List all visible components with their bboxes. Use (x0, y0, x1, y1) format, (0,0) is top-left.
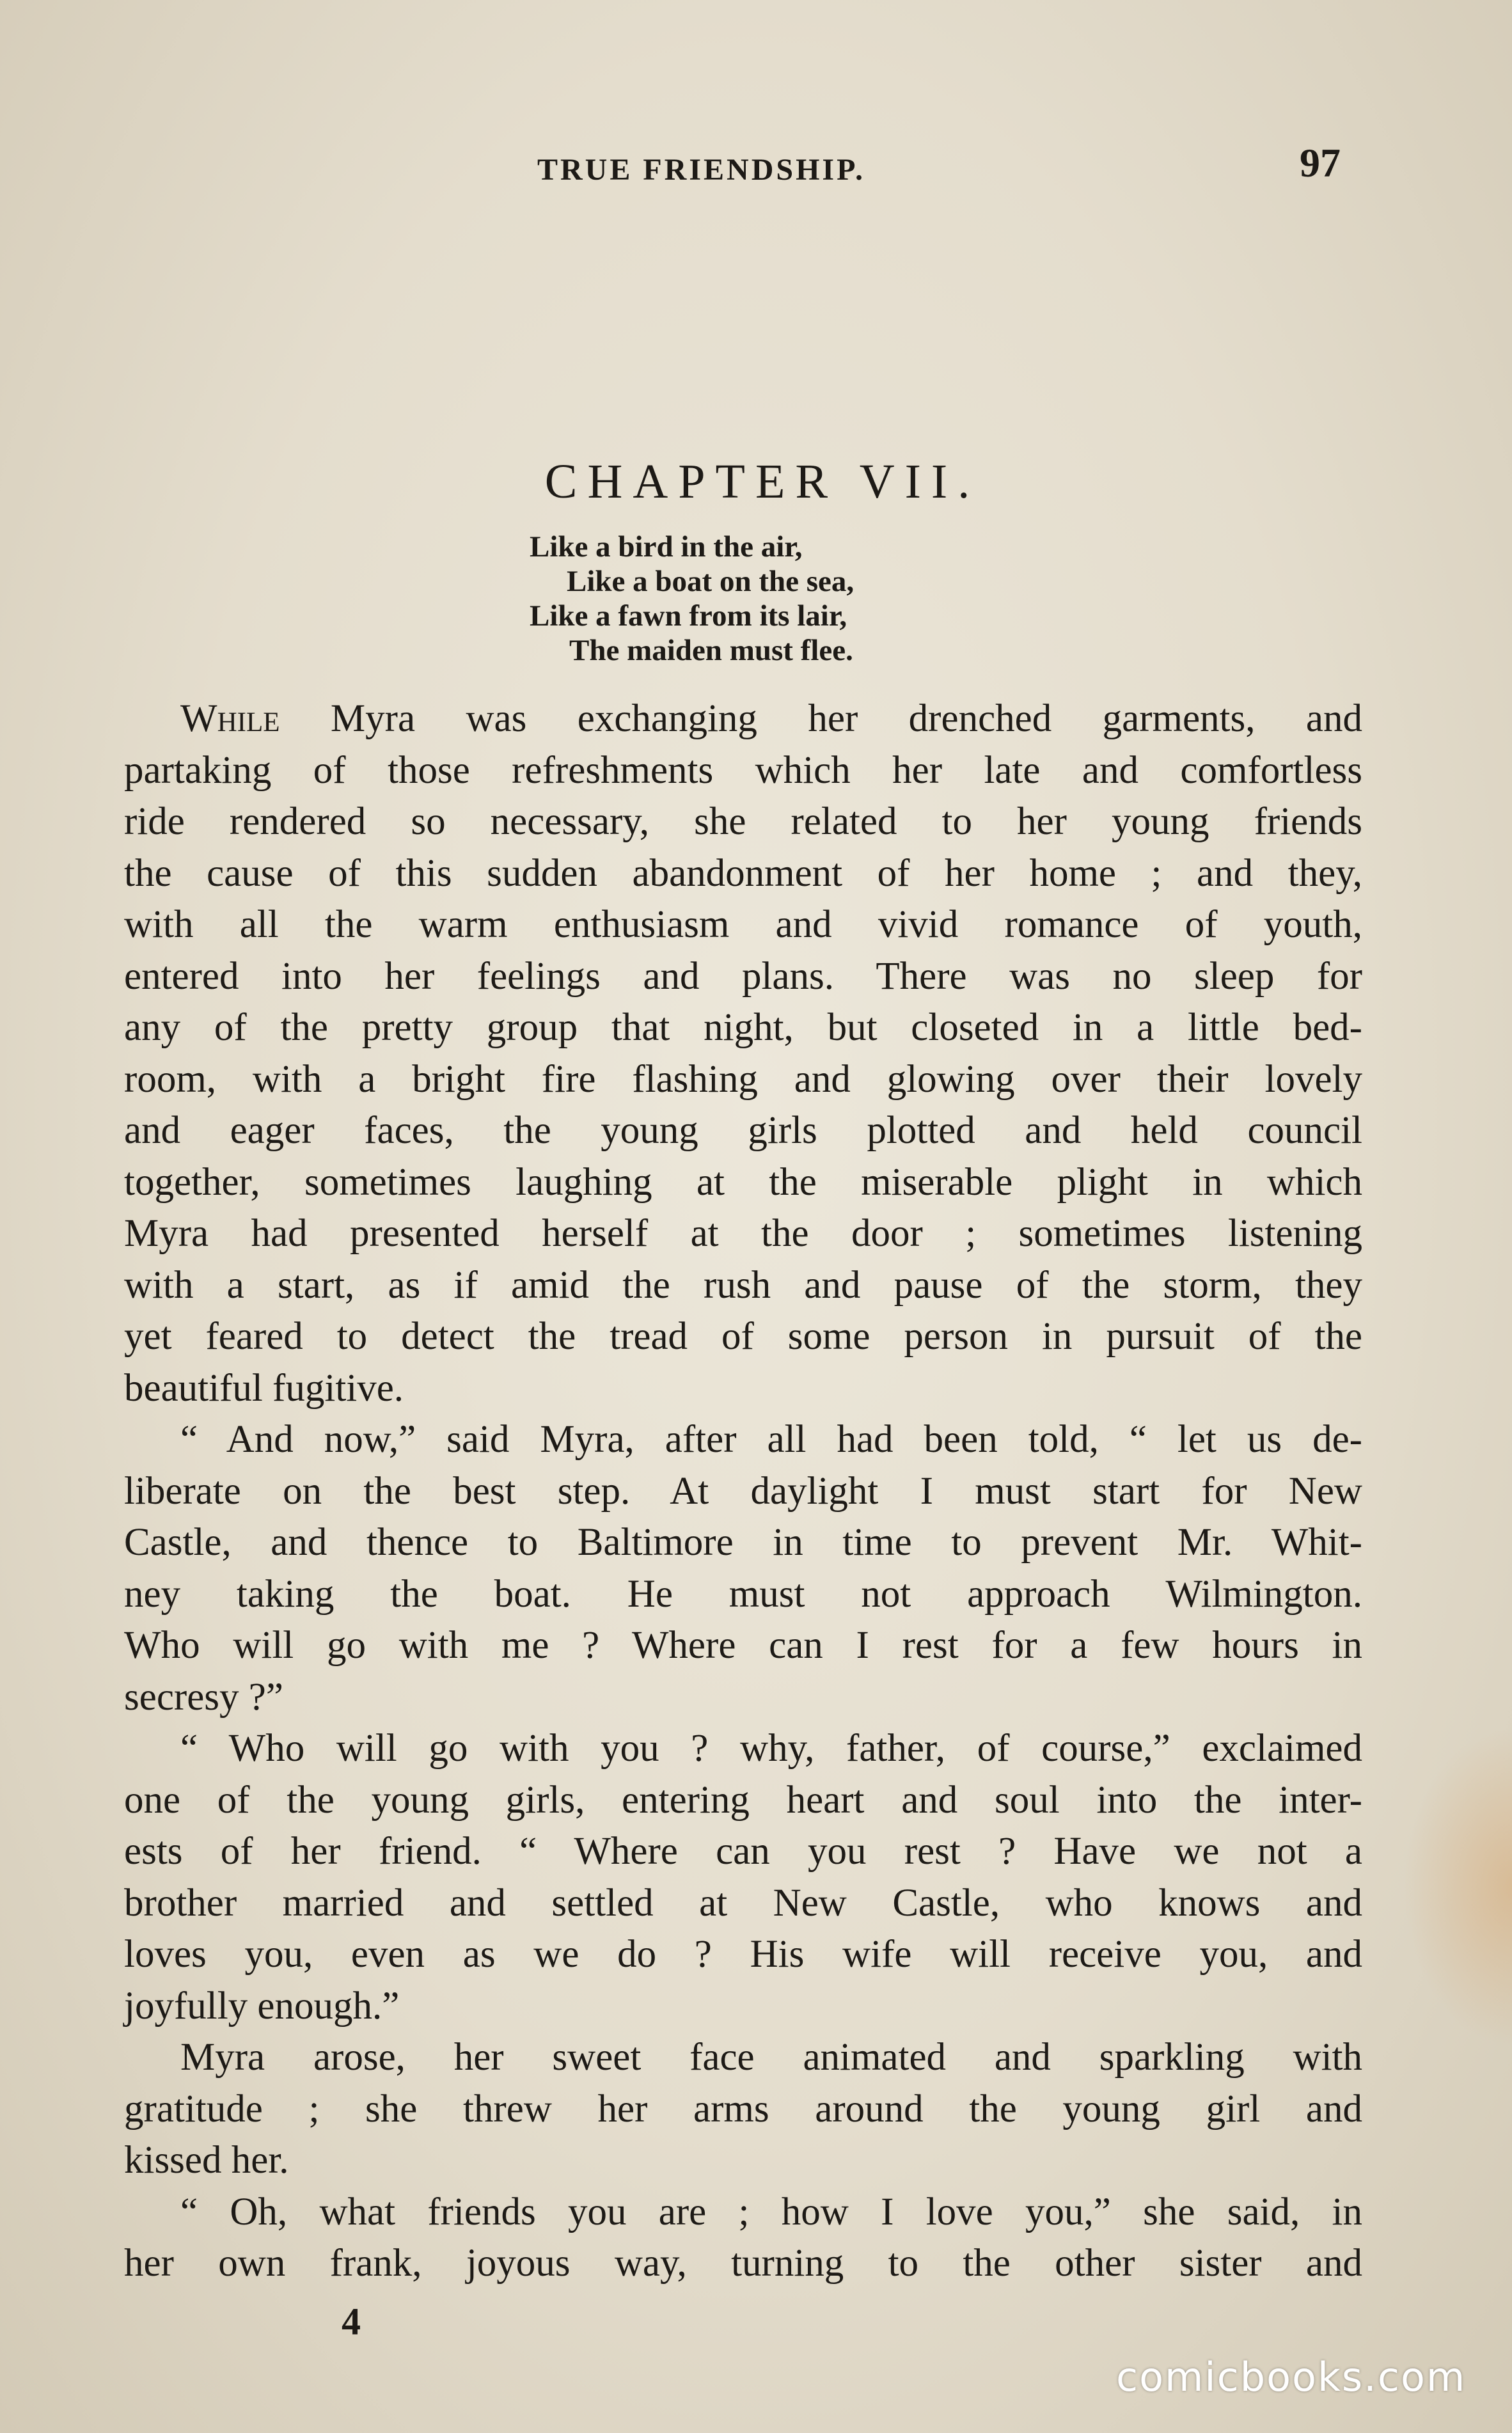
text-line (124, 693, 1362, 745)
text-line: Myra had presented herself at the door ; sometimes listening (124, 1212, 1362, 1255)
text-line: room, with a bright fire flashing and glowing over their lovely (124, 1057, 1362, 1101)
text-line: kissed her. (124, 2139, 289, 2182)
text-line: her own frank, joyous way, turning to the other sister and (124, 2242, 1362, 2285)
text-line: ride rendered so necessary, she related to her young friends (124, 800, 1362, 843)
text-line: gratitude ; she threw her arms around the young girl and (124, 2087, 1362, 2130)
text-line: “ Oh, what friends you are ; how I love you,” she said, in (180, 2190, 1362, 2233)
signature-mark: 4 (342, 2301, 361, 2343)
text-line: loves you, even as we do ? His wife will receive you, and (124, 1933, 1362, 1976)
text-line: “ And now,” said Myra, after all had been told, “ let us de- (180, 1418, 1362, 1461)
text-line: Myra arose, her sweet face animated and sparkling with (180, 2036, 1362, 2079)
epigraph-line: The maiden must flee. (569, 634, 853, 667)
text-line: one of the young girls, entering heart and soul into the inter- (124, 1778, 1362, 1822)
epigraph-line: Like a bird in the air, (530, 530, 803, 563)
text-line: ests of her friend. “ Where can you rest ? Have we not a (124, 1830, 1362, 1873)
chapter-title: CHAPTER VII. (544, 455, 980, 508)
text-line: with a start, as if amid the rush and pause of the storm, they (124, 1263, 1362, 1307)
text-line: secresy ?” (124, 1675, 283, 1719)
text-line: beautiful fugitive. (124, 1366, 404, 1410)
body-text (124, 693, 1362, 2290)
text-line: ney taking the boat. He must not approach Wilmington. (124, 1572, 1362, 1616)
epigraph-line: Like a boat on the sea, (567, 565, 854, 598)
running-header: TRUE FRIENDSHIP. (537, 153, 865, 187)
text-line-rest: Myra was exchanging her drenched garments, and (280, 697, 1362, 740)
text-line: joyfully enough.” (124, 1984, 400, 2028)
text-line: any of the pretty group that night, but closeted in a little bed- (124, 1006, 1362, 1049)
text-line: and eager faces, the young girls plotted and held council (124, 1109, 1362, 1152)
text-line: yet feared to detect the tread of some person in pursuit of the (124, 1315, 1362, 1358)
epigraph (530, 530, 854, 668)
text-line: entered into her feelings and plans. There was no sleep for (124, 954, 1362, 998)
text-line: with all the warm enthusiasm and vivid romance of youth, (124, 903, 1362, 946)
text-line: partaking of those refreshments which her late and comfortless (124, 748, 1362, 792)
text-line: Castle, and thence to Baltimore in time to prevent Mr. Whit- (124, 1521, 1362, 1564)
lead-word: While (180, 697, 280, 740)
text-line: the cause of this sudden abandonment of her home ; and they, (124, 851, 1362, 895)
text-line: liberate on the best step. At daylight I must start for New (124, 1469, 1362, 1513)
watermark: comicbooks.com (1116, 2354, 1467, 2400)
text-line: brother married and settled at New Castle, who knows and (124, 1881, 1362, 1925)
text-line: “ Who will go with you ? why, father, of course,” exclaimed (180, 1727, 1362, 1770)
text-line: Who will go with me ? Where can I rest for a few hours in (124, 1624, 1362, 1667)
epigraph-line: Like a fawn from its lair, (530, 599, 847, 633)
page-number: 97 (1300, 140, 1341, 185)
text-line: together, sometimes laughing at the miserable plight in which (124, 1160, 1362, 1204)
paper-stain (1403, 1727, 1512, 2047)
